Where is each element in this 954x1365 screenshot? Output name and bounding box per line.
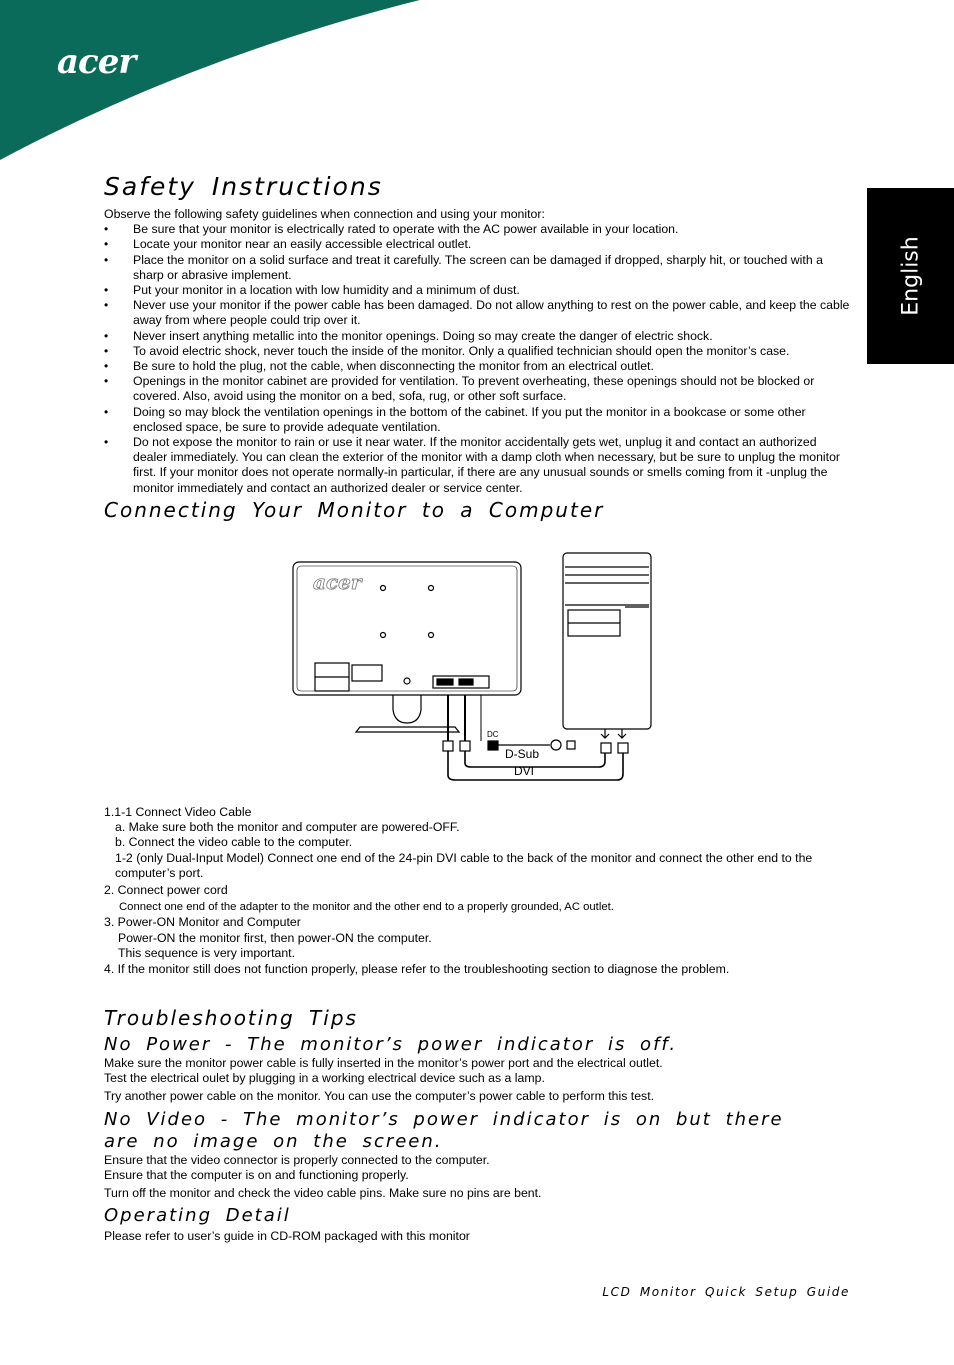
step-heading: 4. If the monitor still does not function properly, please refer to the troubleshooting section to diagnose the problem. (104, 962, 730, 977)
safety-item: • Place the monitor on a solid surface and treat it carefully. The screen can be damaged if dropped, sharply hit, or touched with a sharp or abrasive implement. (104, 253, 854, 283)
no-video-line: Turn off the monitor and check the video cable pins. Make sure no pins are bent. (104, 1186, 542, 1201)
safety-item: • Do not expose the monitor to rain or use it near water. If the monitor accidentally gets wet, unplug it and contact an authorized dealer immediately. You can clean the exterior of the monitor with a damp cloth when necessary, but be sure to unplug the monitor first. If your monitor does not operate normally-in particular, if there are any unusual sounds or smells coming from it -unplug the monitor immediately and contact an authorized dealer or service center. (104, 435, 854, 496)
safety-intro: Observe the following safety guidelines when connection and using your monitor: (104, 207, 545, 221)
connecting-section (104, 498, 854, 522)
step-line: a. Make sure both the monitor and computer are powered-OFF. (115, 820, 460, 835)
no-video-line: Ensure that the video connector is properly connected to the computer. (104, 1152, 490, 1167)
safety-item: • Doing so may block the ventilation openings in the bottom of the cabinet. If you put the monitor in a bookcase or some other enclosed space, be sure to provide adequate ventilation. (104, 405, 854, 435)
step-line: b. Connect the video cable to the computer. (115, 835, 353, 850)
connection-steps (104, 805, 854, 977)
connection-diagram (285, 545, 665, 785)
safety-item: • Locate your monitor near an easily accessible electrical outlet. (104, 237, 854, 252)
connecting-title: Connecting Your Monitor to a Computer (104, 498, 605, 522)
dc-label: DC (487, 730, 499, 739)
no-power-heading: No Power - The monitor’s power indicator is off. (104, 1034, 678, 1055)
step-heading: 3. Power-ON Monitor and Computer (104, 915, 301, 930)
acer-logo: acer (57, 42, 136, 82)
step-line: This sequence is very important. (118, 945, 296, 960)
safety-section (104, 172, 854, 496)
step-line: Connect one end of the adapter to the monitor and the other end to a properly grounded, AC outlet. (119, 901, 614, 914)
monitor-acer-logo: acer (313, 570, 362, 594)
no-power-line: Try another power cable on the monitor. You can use the computer’s power cable to perform this test. (104, 1089, 655, 1104)
step-line: 1-2 (only Dual-Input Model) Connect one end of the 24-pin DVI cable to the back of the monitor and connect the other end to the computer’s port. (115, 850, 813, 880)
dvi-label: DVI (514, 764, 535, 778)
step-heading: 1.1-1 Connect Video Cable (104, 805, 252, 819)
no-power-line: Make sure the monitor power cable is fully inserted in the monitor’s power port and the electrical outlet. (104, 1056, 663, 1070)
header-banner (0, 0, 954, 170)
step-line: Power-ON the monitor first, then power-ON the computer. (118, 930, 432, 945)
safety-title: Safety Instructions (104, 172, 383, 201)
safety-item: • To avoid electric shock, never touch the inside of the monitor. Only a qualified technician should open the monitor’s case. (104, 344, 854, 359)
language-tab-label: English (898, 236, 923, 316)
troubleshooting-section (104, 1006, 854, 1244)
dsub-label: D-Sub (505, 747, 540, 761)
dc-plug (488, 741, 498, 750)
operating-detail-line: Please refer to user’s guide in CD-ROM packaged with this monitor (104, 1229, 470, 1244)
no-power-line: Test the electrical oulet by plugging in a working electrical device such as a lamp. (104, 1071, 545, 1086)
safety-list (104, 222, 854, 496)
safety-item: • Put your monitor in a location with low humidity and a minimum of dust. (104, 283, 854, 298)
computer-tower (563, 553, 651, 729)
no-video-heading: No Video - The monitor’s power indicator is on but there are no image on the screen. (104, 1108, 784, 1152)
step-heading: 2. Connect power cord (104, 883, 228, 898)
operating-detail-heading: Operating Detail (104, 1205, 291, 1227)
footer-guide-title: LCD Monitor Quick Setup Guide (602, 1285, 850, 1299)
safety-item: • Be sure that your monitor is electrically rated to operate with the AC power available in your location. (104, 222, 854, 237)
safety-item: • Never use your monitor if the power cable has been damaged. Do not allow anything to rest on the power cable, and keep the cable away from where people could trip over it. (104, 298, 854, 328)
troubleshooting-title: Troubleshooting Tips (104, 1006, 358, 1030)
safety-item: • Be sure to hold the plug, not the cable, when disconnecting the monitor from an electrical outlet. (104, 359, 854, 374)
safety-item: • Openings in the monitor cabinet are provided for ventilation. To prevent overheating, these openings should not be blocked or covered. Also, avoid using the monitor on a bed, sofa, rug, or other soft surface. (104, 374, 854, 404)
no-video-line: Ensure that the computer is on and functioning properly. (104, 1167, 409, 1182)
safety-item: • Never insert anything metallic into the monitor openings. Doing so may create the danger of electric shock. (104, 329, 854, 344)
language-tab (867, 188, 954, 364)
